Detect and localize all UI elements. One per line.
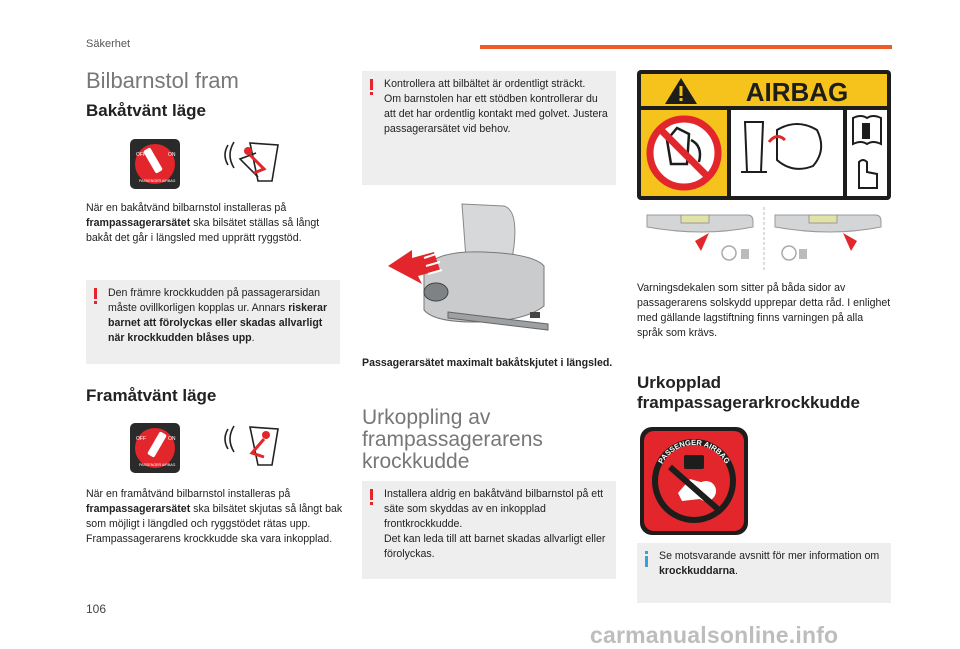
info-icon: [645, 551, 649, 567]
seatbelt-warning-box: Kontrollera att bilbältet är ordentligt sträckt. Om barnstolen har ett stödben kontrollerar du att det har ordentlig kontakt med golvet. Justera passagerarsätet vid behov.: [362, 71, 616, 185]
svg-text:PASSENGER AIRBAG: PASSENGER AIRBAG: [139, 179, 176, 183]
svg-text:OFF: OFF: [136, 152, 146, 158]
deactivation-warning-box: Installera aldrig en bakåtvänd bilbarnstol på ett säte som skyddas av en inkopplad frontkrockkudde. Det kan leda till att barnet skadas allvarligt eller förolyckas.: [362, 481, 616, 579]
warning-icon: [370, 79, 374, 95]
info-box: Se motsvarande avsnitt för mer information om krockkuddarna.: [637, 543, 891, 603]
watermark: carmanualsonline.info: [590, 622, 839, 648]
airbag-warning-label: [637, 70, 891, 200]
seat-caption: Passagerarsätet maximalt bakåtskjutet i längsled.: [362, 357, 613, 369]
airbag-label-title: AIRBAG: [745, 77, 849, 107]
header-accent-bar: [480, 45, 892, 49]
rear-warning-box: Den främre krockkudden på passagerarsidan måste ovillkorligen kopplas ur. Annars riskerar barnet att förolyckas eller skadas allvarligt när krockkudden blåses upp.: [86, 280, 340, 364]
badge-arc-text: PASSENGER AIRBAG: [656, 437, 732, 466]
section-label: Säkerhet: [86, 38, 131, 50]
svg-text:PASSENGER AIRBAG: PASSENGER AIRBAG: [139, 463, 176, 467]
passenger-seat-illustration: [384, 200, 554, 340]
rear-facing-heading: Bakåtvänt läge: [86, 101, 206, 120]
page-title: Bilbarnstol fram: [86, 68, 239, 93]
warning-icon: [370, 489, 374, 505]
no-rear-facing-seat-icon: [650, 119, 718, 187]
forward-child-seat-icon: [225, 426, 278, 465]
svg-text:ON: ON: [168, 152, 176, 158]
rear-facing-illustration: [130, 137, 290, 189]
rear-facing-paragraph: När en bakåtvänd bilbarnstol installeras på frampassagerarsätet ska bilsätet ställas så långt bakåt det går i längsled med upprätt ryggstöd.: [86, 202, 320, 245]
forward-facing-illustration: [130, 421, 290, 473]
sun-visor-illustration: [637, 205, 891, 273]
deactivated-airbag-heading: Urkopplad frampassagerarkrockkudde: [637, 373, 861, 412]
airbag-switch-icon: [130, 139, 180, 189]
forward-facing-heading: Framåtvänt läge: [86, 386, 217, 405]
forward-facing-paragraph: När en framåtvänd bilbarnstol installeras på frampassagerarsätet ska bilsätet skjutas så långt bak som möjligt i längdled och ryggstödet rätas upp. Frampassagerarens krockkudde ska vara inkopplad.: [86, 488, 343, 546]
page-number: 106: [86, 602, 107, 616]
visor-label-paragraph: Varningsdekalen som sitter på båda sidor av passagerarens solskydd upprepar detta råd. I enlighet med gällande lagstiftning finns varningen på alla språk som krävs.: [637, 282, 891, 340]
airbag-switch-icon: [130, 423, 180, 473]
svg-text:OFF: OFF: [136, 436, 146, 442]
svg-text:ON: ON: [168, 436, 176, 442]
deactivation-title: Urkoppling av frampassagerarens krockkudde: [362, 406, 543, 474]
warning-icon: [94, 288, 98, 304]
passenger-airbag-off-badge: [640, 427, 748, 535]
rear-child-seat-icon: [225, 142, 278, 181]
